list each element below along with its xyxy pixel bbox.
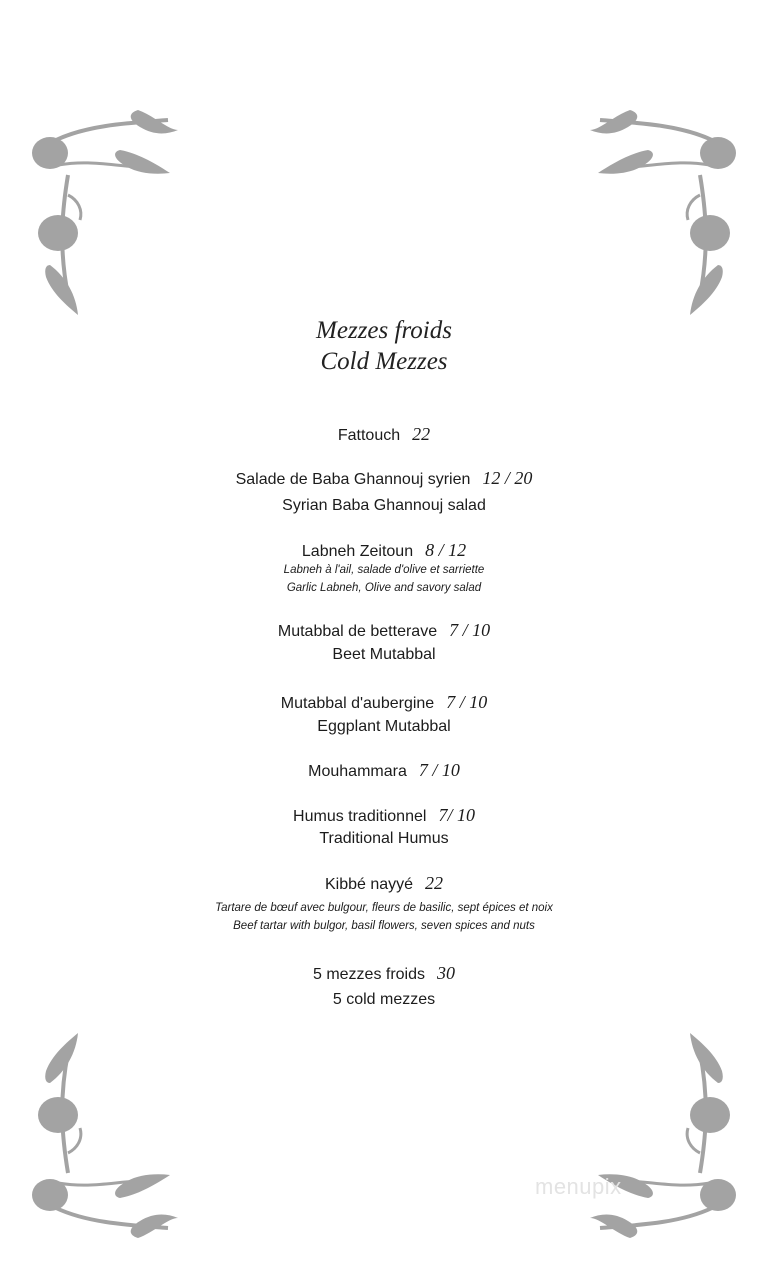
menu-item-humus <box>0 805 768 827</box>
item-description-en: Garlic Labneh, Olive and savory salad <box>286 582 482 594</box>
item-name: Fattouch <box>337 427 401 444</box>
floral-ornament-icon <box>28 105 188 320</box>
item-price: 7 / 10 <box>418 760 460 780</box>
item-subtitle: 5 cold mezzes <box>332 991 436 1008</box>
item-price: 22 <box>412 424 431 444</box>
item-name: Kibbé nayyé <box>324 876 414 893</box>
menu-title-french: Mezzes froids <box>316 317 452 344</box>
item-name: Mutabbal de betterave <box>277 623 438 640</box>
item-subtitle: Syrian Baba Ghannouj salad <box>282 497 486 514</box>
floral-ornament-icon <box>28 1028 188 1243</box>
item-description-en: Beef tartar with bulgor, basil flowers, seven spices and nuts <box>233 920 535 932</box>
item-price: 30 <box>437 963 456 983</box>
item-subtitle: Beet Mutabbal <box>332 646 436 663</box>
floral-ornament-bottom-right <box>580 1028 740 1243</box>
menu-item-labneh-zeitoun <box>0 540 768 562</box>
floral-ornament-bottom-left <box>28 1028 188 1243</box>
item-price: 22 <box>425 873 444 893</box>
item-price: 12 / 20 <box>482 468 533 488</box>
item-name: Humus traditionnel <box>293 808 427 825</box>
item-description-fr: Labneh à l'ail, salade d'olive et sarriette <box>283 564 485 576</box>
item-price: 7/ 10 <box>438 805 475 825</box>
item-price: 8 / 12 <box>425 540 467 560</box>
item-subtitle: Eggplant Mutabbal <box>317 718 451 735</box>
floral-ornament-icon <box>580 1028 740 1243</box>
menu-item-5-mezzes <box>0 963 768 985</box>
menu-item-mouhammara <box>0 760 768 782</box>
menu-item-kibbe-nayye <box>0 873 768 895</box>
item-name: Mutabbal d'aubergine <box>280 695 435 712</box>
watermark: menupix <box>535 1174 622 1199</box>
menu-item-fattouch <box>0 424 768 446</box>
item-description-fr: Tartare de bœuf avec bulgour, fleurs de basilic, sept épices et noix <box>215 902 553 914</box>
item-price: 7 / 10 <box>446 692 488 712</box>
floral-ornament-top-left <box>28 105 188 320</box>
floral-ornament-icon <box>580 105 740 320</box>
menu-title-english: Cold Mezzes <box>320 348 448 375</box>
menu-item-mutabbal-aubergine <box>0 692 768 714</box>
item-subtitle: Traditional Humus <box>319 830 449 847</box>
item-price: 7 / 10 <box>449 620 491 640</box>
menu-item-mutabbal-betterave <box>0 620 768 642</box>
item-name: 5 mezzes froids <box>312 966 426 983</box>
item-name: Mouhammara <box>308 763 407 780</box>
floral-ornament-top-right <box>580 105 740 320</box>
item-name: Labneh Zeitoun <box>301 543 414 560</box>
item-name: Salade de Baba Ghannouj syrien <box>235 471 471 488</box>
menu-item-baba-ghannouj <box>0 468 768 490</box>
